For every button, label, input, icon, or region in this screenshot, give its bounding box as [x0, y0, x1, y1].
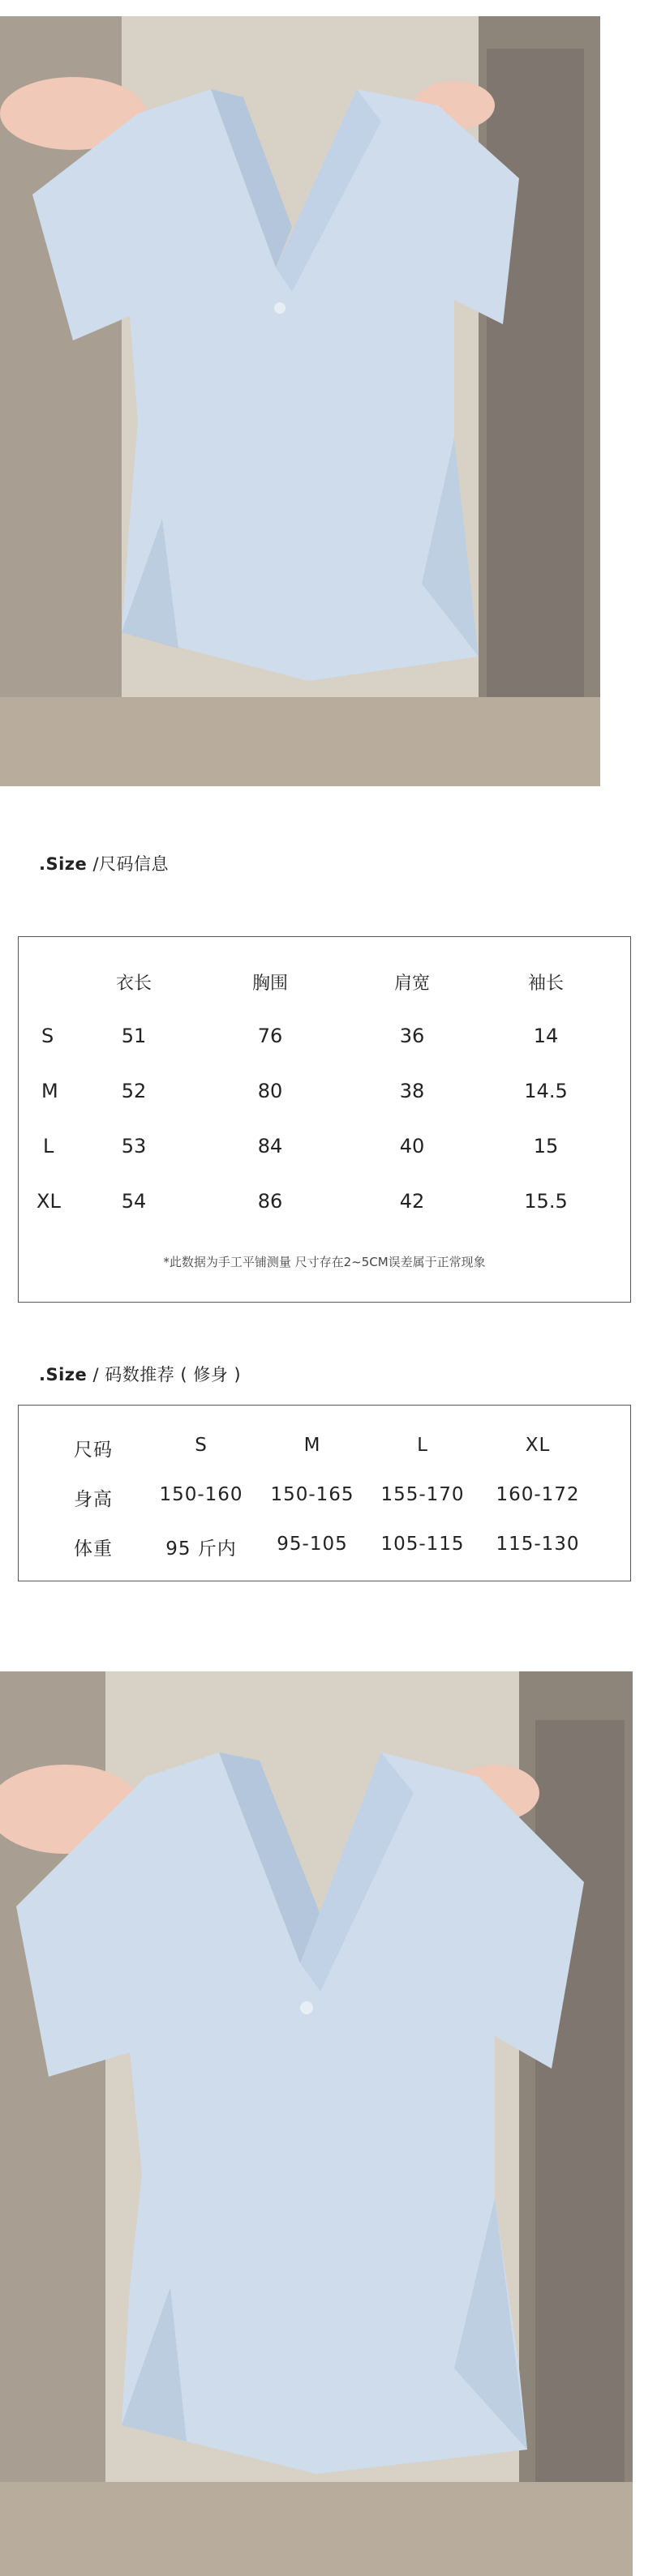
size-recommend-title — [39, 1362, 241, 1386]
table-cell: S — [195, 1435, 208, 1456]
size-recommend-table — [18, 1405, 631, 1581]
table-cell: 115-130 — [496, 1534, 580, 1555]
table-cell: XL — [525, 1435, 551, 1456]
size-info-title — [39, 851, 169, 875]
table-cell: 52 — [121, 1080, 147, 1102]
table-row-label: 身高 — [74, 1489, 113, 1510]
table-cell: 84 — [257, 1135, 283, 1157]
column-header-sleeve: 袖长 — [527, 973, 565, 994]
table-cell: 15 — [533, 1135, 559, 1157]
table-cell: 150-165 — [270, 1484, 354, 1505]
column-header-length: 衣长 — [115, 973, 152, 994]
product-photo-bottom — [0, 1671, 633, 2576]
shirt-illustration — [0, 1671, 633, 2576]
table-cell: 160-172 — [496, 1484, 580, 1505]
table-cell: 53 — [121, 1135, 147, 1157]
table-row-label: 体重 — [74, 1538, 113, 1560]
table-cell: 51 — [121, 1025, 147, 1047]
table-cell: M — [303, 1435, 321, 1456]
size-info-title-en: .Size — [39, 854, 88, 874]
size-chart-table — [18, 936, 631, 1303]
measurement-note: *此数据为手工平铺测量 尺寸存在2~5CM误差属于正常现象 — [163, 1255, 486, 1269]
size-recommend-title-cn: / 码数推荐 ( 修身 ) — [87, 1365, 242, 1384]
table-row-size-label: S — [41, 1025, 54, 1047]
column-header-shoulder: 肩宽 — [393, 973, 431, 994]
table-cell: 42 — [399, 1190, 425, 1213]
product-photo-top — [0, 16, 600, 786]
shirt-illustration — [0, 16, 600, 786]
table-cell: 36 — [399, 1025, 425, 1047]
table-cell: 105-115 — [380, 1534, 465, 1555]
table-row-size-label: XL — [36, 1190, 61, 1213]
table-cell: 40 — [399, 1135, 425, 1157]
table-cell: 14 — [533, 1025, 559, 1047]
table-cell: L — [417, 1435, 428, 1456]
table-cell: 76 — [257, 1025, 283, 1047]
table-cell: 14.5 — [524, 1080, 568, 1102]
table-row-label: 尺码 — [74, 1440, 113, 1461]
column-header-chest: 胸围 — [251, 973, 289, 994]
table-cell: 150-160 — [159, 1484, 243, 1505]
size-recommend-title-en: .Size — [39, 1365, 88, 1384]
table-cell: 95-105 — [277, 1534, 348, 1555]
table-cell: 38 — [399, 1080, 425, 1102]
table-cell: 95 斤内 — [165, 1538, 237, 1560]
table-cell: 54 — [121, 1190, 147, 1213]
table-row-size-label: L — [43, 1135, 54, 1157]
table-cell: 86 — [257, 1190, 283, 1213]
table-cell: 15.5 — [524, 1190, 568, 1213]
table-cell: 155-170 — [380, 1484, 465, 1505]
table-cell: 80 — [257, 1080, 283, 1102]
size-info-title-cn: /尺码信息 — [87, 854, 170, 874]
table-row-size-label: M — [41, 1080, 58, 1102]
